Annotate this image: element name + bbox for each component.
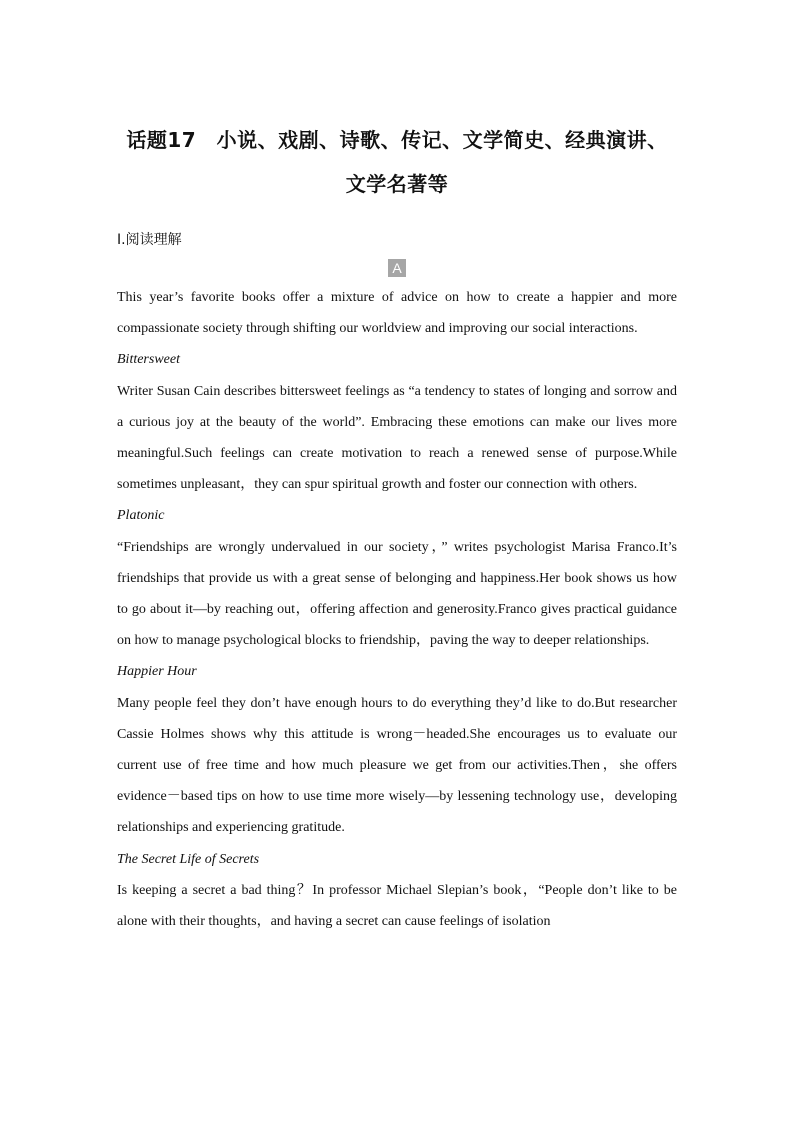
book-heading-platonic: Platonic	[117, 508, 165, 524]
book-heading-secret-life: The Secret Life of Secrets	[117, 851, 260, 867]
book-text-bittersweet: Writer Susan Cain describes bittersweet feelings as “a tendency to states of longing and sorrow and a curious joy at the beauty of the world”. Embracing these emotions can make our lives more meaningful.Such feelings can create motivation to reach a renewed sense of purpose.While sometimes unpleasant，they can spur spiritual growth and foster our connection with others.	[117, 383, 677, 493]
book-heading-happier-hour: Happier Hour	[117, 664, 197, 680]
document-title-line-2: 文学名著等	[345, 172, 449, 196]
document-page	[117, 118, 677, 937]
book-text-platonic: “Friendships are wrongly undervalued in our society，” writes psychologist Marisa Franco.It’s friendships that provide us with a great sense of belonging and happiness.Her book shows us how to go about it—by reaching out，offering affection and generosity.Franco gives practical guidance on how to manage psychological blocks to friendship，paving the way to deeper relationships.	[117, 539, 677, 649]
book-text-secret-life: Is keeping a secret a bad thing？In professor Michael Slepian’s book，“People don’t like to be alone with their thoughts，and having a secret can cause feelings of isolation	[117, 882, 677, 930]
book-text-happier-hour: Many people feel they don’t have enough hours to do everything they’d like to do.But researcher Cassie Holmes shows why this attitude is wrong－headed.She encourages us to evaluate our current use of free time and how much pleasure we get from our activities.Then，she offers evidence－based tips on how to use time more wisely—by lessening technology use，developing relationships and experiencing gratitude.	[117, 695, 677, 836]
intro-paragraph: This year’s favorite books offer a mixture of advice on how to create a happier and more compassionate society through shifting our worldview and improving our social interactions.	[117, 290, 677, 337]
passage-label-badge: A	[388, 259, 406, 277]
passage-label-wrap	[117, 258, 677, 280]
document-title-line-1: 话题17 小说、戏剧、诗歌、传记、文学简史、经典演讲、	[126, 128, 668, 152]
section-heading: Ⅰ.阅读理解	[117, 232, 182, 248]
book-heading-bittersweet: Bittersweet	[117, 352, 180, 368]
